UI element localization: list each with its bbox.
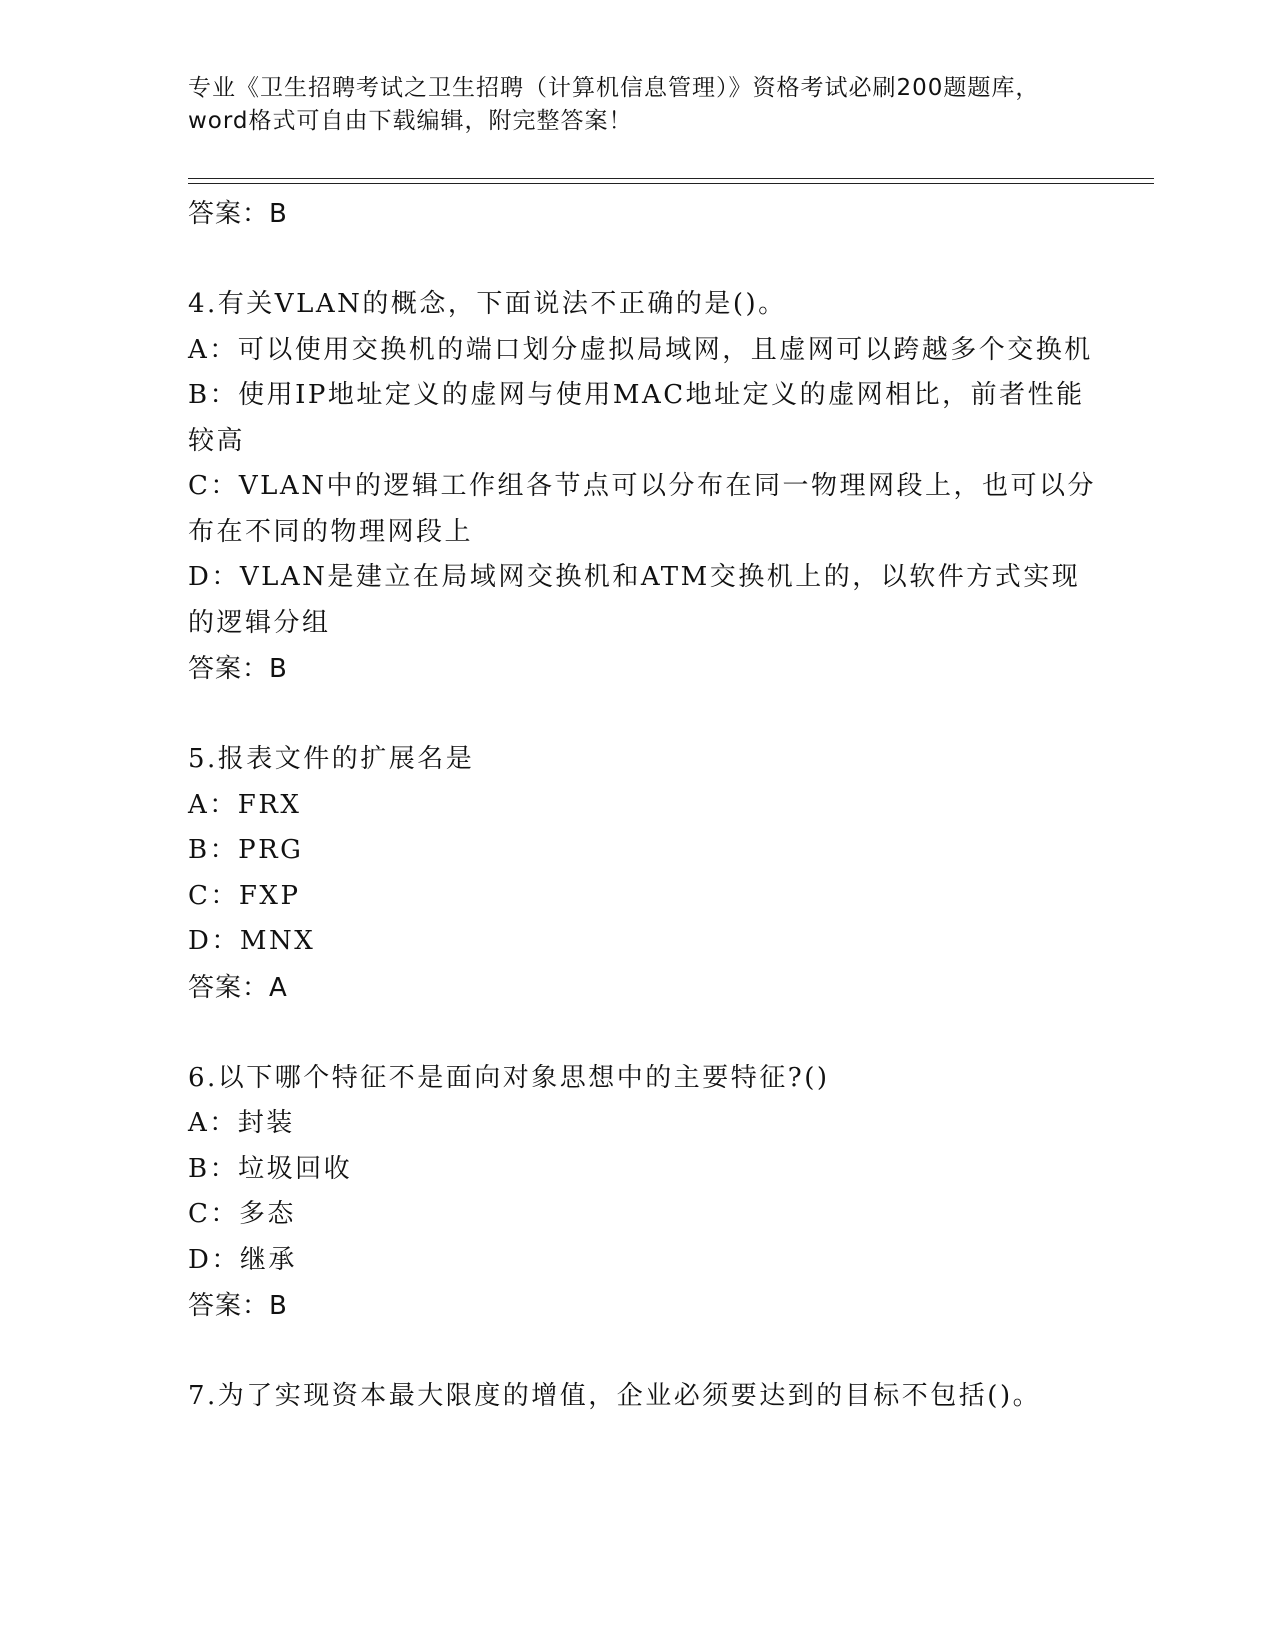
option-d: D：MNX [188,926,316,956]
question-6 [188,1056,1108,1330]
option-b: B：垃圾回收 [188,1153,353,1184]
answer-line: 答案：B [188,1291,288,1321]
document-header [188,72,1088,138]
question-7 [188,1374,1108,1420]
question-4 [188,282,1108,692]
header-line-2: word格式可自由下载编辑，附完整答案！ [188,108,633,134]
answer-line: 答案：B [188,654,288,684]
answer-line: 答案：A [188,972,288,1003]
option-a: A：封装 [188,1108,295,1138]
question-stem: 6.以下哪个特征不是面向对象思想中的主要特征?() [188,1062,830,1093]
question-stem: 4.有关VLAN的概念，下面说法不正确的是()。 [188,289,787,319]
header-line-1: 专业《卫生招聘考试之卫生招聘（计算机信息管理）》资格考试必刷200题题库， [188,75,1040,101]
question-5 [188,737,1108,1011]
option-a: A：FRX [188,789,302,820]
header-rule-top [188,178,1154,179]
option-c: C：多态 [188,1199,296,1229]
option-d: D：继承 [188,1244,297,1275]
option-c: C：FXP [188,880,301,911]
option-b: B：使用IP地址定义的虚网与使用MAC地址定义的虚网相比，前者性能较高 [188,380,1085,456]
option-b: B：PRG [188,835,304,865]
document-body [188,191,1108,1420]
option-c: C：VLAN中的逻辑工作组各节点可以分布在同一物理网段上，也可以分布在不同的物理网段上 [188,471,1096,547]
option-d: D：VLAN是建立在局域网交换机和ATM交换机上的，以软件方式实现的逻辑分组 [188,562,1081,638]
question-stem: 7.为了实现资本最大限度的增值，企业必须要达到的目标不包括()。 [188,1381,1042,1411]
answer-line: 答案：B [188,199,288,229]
option-a: A：可以使用交换机的端口划分虚拟局域网，且虚网可以跨越多个交换机 [188,334,1093,365]
header-rule-bottom [188,183,1154,184]
question-stem: 5.报表文件的扩展名是 [188,744,475,774]
